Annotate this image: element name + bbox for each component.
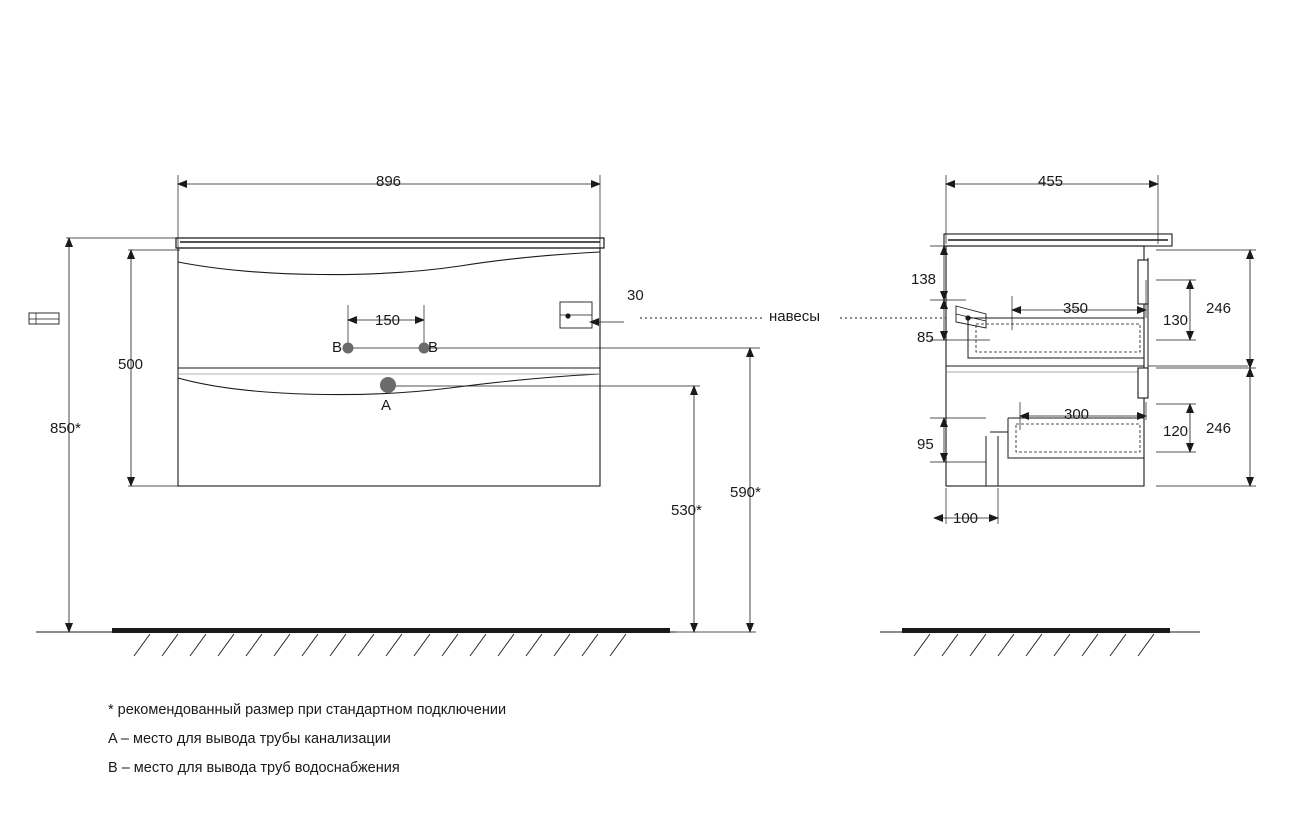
marker-label-a-center: A — [381, 397, 392, 414]
dim-label-95: 95 — [917, 436, 934, 453]
dim-label-130: 130 — [1163, 312, 1189, 329]
dim-label-total-height-850: 850* — [50, 420, 81, 437]
marker-label-b-right: B — [428, 339, 439, 356]
dim-label-width-896: 896 — [376, 173, 402, 190]
dim-label-350: 350 — [1063, 300, 1089, 317]
dim-label-85: 85 — [917, 329, 934, 346]
dim-label-spacing-150: 150 — [375, 312, 401, 329]
note-line-1: * рекомендованный размер при стандартном подключении — [108, 702, 507, 718]
front-view-dimensions — [66, 175, 760, 632]
side-view-geometry — [944, 234, 1248, 486]
dim-label-100: 100 — [953, 510, 979, 527]
dim-label-138: 138 — [911, 271, 937, 288]
dim-label-246-bottom: 246 — [1206, 420, 1232, 437]
note-line-2: A – место для вывода трубы канализации — [108, 731, 391, 747]
dim-label-offset-30: 30 — [627, 287, 644, 304]
dim-label-height-500: 500 — [118, 356, 144, 373]
dim-label-246-top: 246 — [1206, 300, 1232, 317]
side-view-dimensions — [930, 175, 1256, 527]
floor-hatch-left — [36, 628, 676, 656]
dim-label-120: 120 — [1163, 423, 1189, 440]
legend-notes — [108, 696, 506, 783]
note-line-3: B – место для вывода труб водоснабжения — [108, 760, 400, 776]
floor-hatch-right — [880, 628, 1200, 656]
front-view-geometry — [29, 238, 604, 486]
hangers-annotation-label: навесы — [769, 308, 821, 325]
dim-label-water-590: 590* — [730, 484, 761, 501]
marker-label-b-left: B — [332, 339, 343, 356]
dim-label-drain-530: 530* — [671, 502, 702, 519]
dim-label-300: 300 — [1064, 406, 1090, 423]
dim-label-depth-455: 455 — [1038, 173, 1064, 190]
